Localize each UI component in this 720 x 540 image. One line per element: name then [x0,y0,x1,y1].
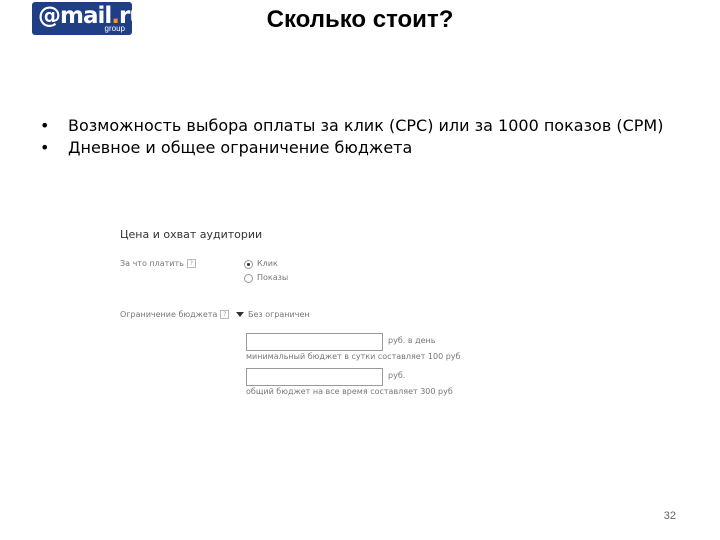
bullet-item [40,137,663,159]
bullet-icon: • [40,138,50,157]
pay-option-impressions: Показы [257,273,289,282]
logo-subtext: group [104,24,125,33]
radio-impressions[interactable] [244,274,253,283]
bullet-item [40,115,663,137]
total-budget-input[interactable] [246,368,383,386]
radio-click[interactable] [244,260,253,269]
slide-title: Сколько стоит? [266,6,454,33]
daily-budget-suffix: руб. в день [388,336,436,345]
bullet-icon: • [40,116,50,135]
budget-label: Ограничение бюджета ? [120,310,229,319]
daily-budget-input[interactable] [246,333,383,351]
total-budget-suffix: руб. [388,371,406,380]
help-icon[interactable]: ? [220,310,229,319]
price-reach-form-screenshot [120,228,461,408]
help-icon[interactable]: ? [187,259,196,268]
page-number: 32 [663,510,676,522]
dropdown-arrow-icon[interactable] [236,312,244,317]
form-heading: Цена и охват аудитории [120,228,263,241]
bullet-list [40,115,663,159]
bullet-text: Возможность выбора оплаты за клик (CPC) или за 1000 показов (CPM) [68,116,664,135]
budget-select-value[interactable]: Без ограничен [248,310,310,319]
bullet-text: Дневное и общее ограничение бюджета [68,138,413,157]
pay-option-click: Клик [257,259,278,268]
pay-label: За что платить ? [120,259,196,268]
logo-text: @mail.ru [38,3,145,29]
total-budget-hint: общий бюджет на все время составляет 300 руб [246,387,453,396]
daily-budget-hint: минимальный бюджет в сутки составляет 100 руб [246,352,461,361]
